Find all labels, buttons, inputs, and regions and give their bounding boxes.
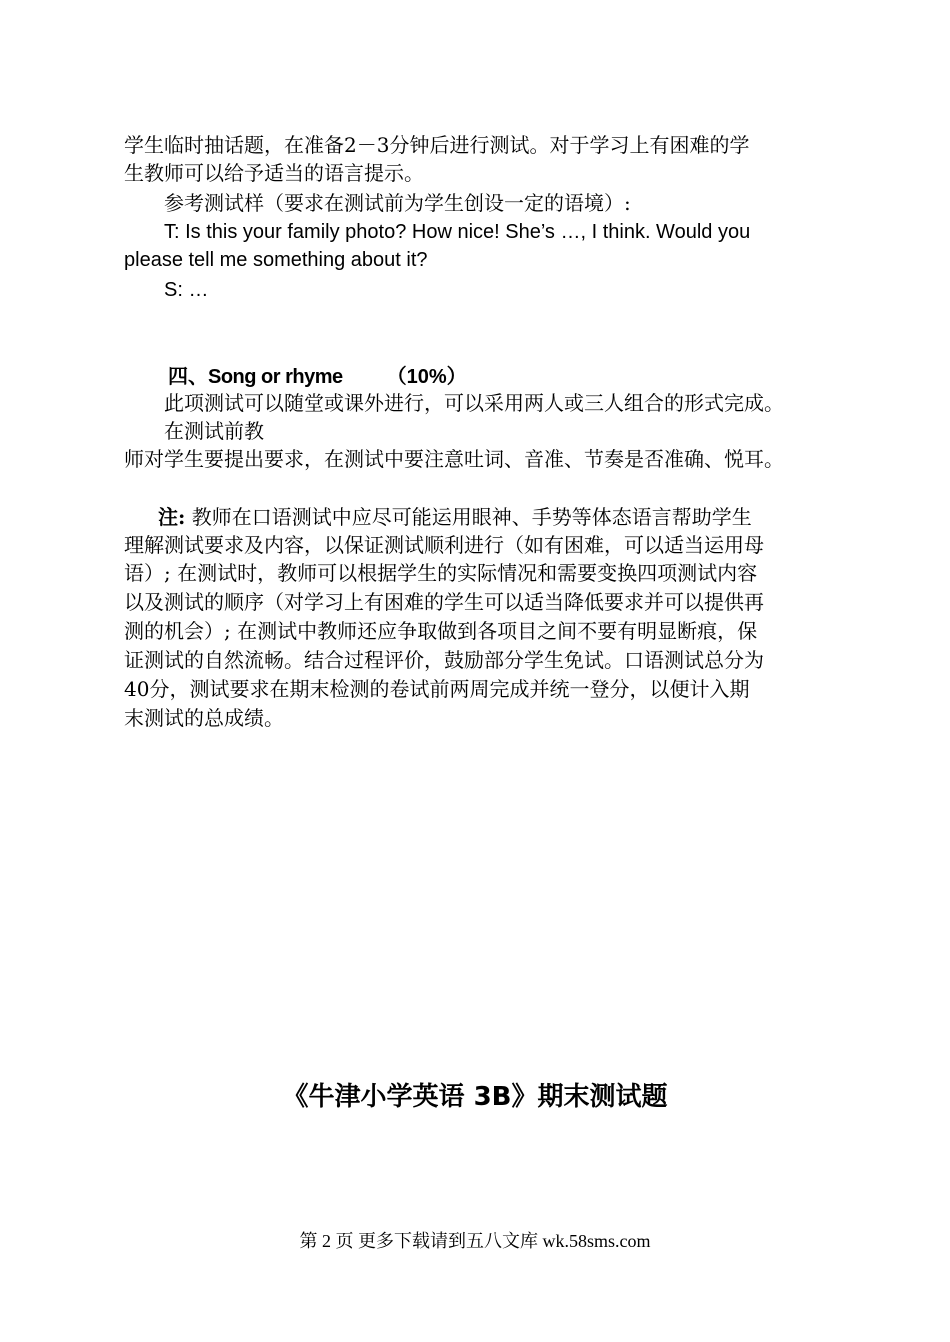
note-line-2: 理解测试要求及内容，以保证测试顺利进行（如有困难，可以适当运用母 <box>124 533 764 557</box>
note-line-1: 教师在口语测试中应尽可能运用眼神、手势等体态语言帮助学生 <box>191 505 752 529</box>
dialog-teacher-line-2: please tell me something about it? <box>124 249 428 271</box>
section-four-number: 四、 <box>168 364 208 388</box>
section-four-percent: （10%） <box>386 366 467 388</box>
dialog-student-line: S: … <box>164 279 209 301</box>
dialog-teacher-line-1: T: Is this your family photo? How nice! She’s …, I think. Would you <box>164 221 751 243</box>
intro-line-1: 学生临时抽话题，在准备2－3分钟后进行测试。对于学习上有困难的学 <box>124 133 750 157</box>
intro-line-2: 生教师可以给予适当的语言提示。 <box>124 161 424 185</box>
page-footer: 第 2 页 更多下载请到五八文库 wk.58sms.com <box>299 1231 651 1251</box>
section-four-line-2: 在测试前教 <box>164 419 264 443</box>
section-four-line-3: 师对学生要提出要求，在测试中要注意吐词、音准、节奏是否准确、悦耳。 <box>124 447 784 471</box>
note-line-6: 证测试的自然流畅。结合过程评价，鼓励部分学生免试。口语测试总分为 <box>124 648 764 672</box>
note-line-7: 40分，测试要求在期末检测的卷试前两周完成并统一登分，以便计入期 <box>124 677 750 701</box>
note-first-line <box>158 503 752 531</box>
section-four-title: Song or rhyme <box>208 366 343 388</box>
note-line-3: 语）; 在测试时，教师可以根据学生的实际情况和需要变换四项测试内容 <box>124 561 758 585</box>
note-line-8: 末测试的总成绩。 <box>124 706 284 730</box>
note-line-4: 以及测试的顺序（对学习上有困难的学生可以适当降低要求并可以提供再 <box>124 590 764 614</box>
exam-title: 《牛津小学英语 3B》期末测试题 <box>282 1082 668 1112</box>
section-four-line-1: 此项测试可以随堂或课外进行，可以采用两人或三人组合的形式完成。 <box>164 391 784 415</box>
section-four-heading <box>168 362 467 391</box>
sample-label: 参考测试样（要求在测试前为学生创设一定的语境）: <box>164 191 631 215</box>
note-label: 注: <box>158 505 186 529</box>
note-line-5: 测的机会）; 在测试中教师还应争取做到各项目之间不要有明显断痕，保 <box>124 619 758 643</box>
